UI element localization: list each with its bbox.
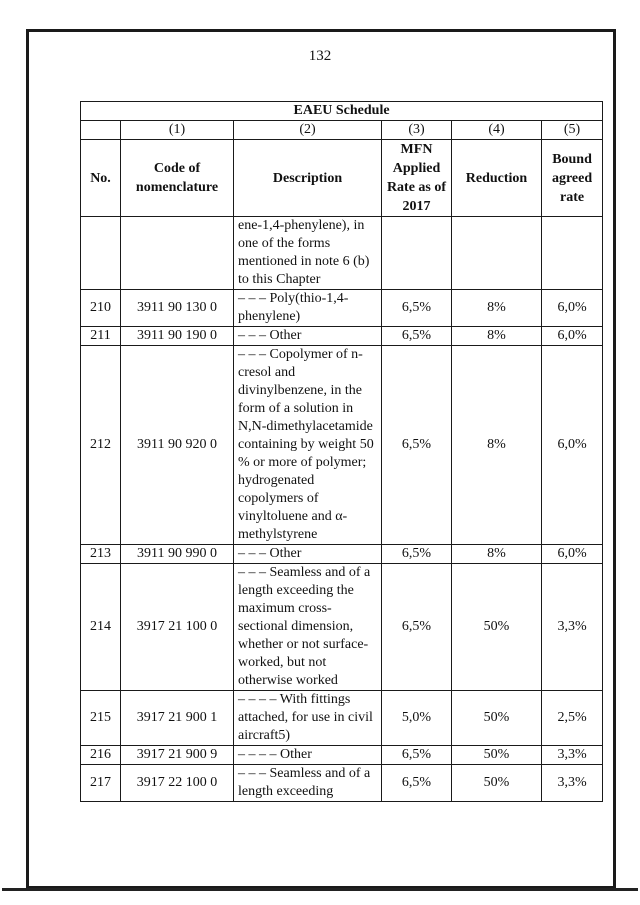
cell-mfn: 6,5%	[382, 346, 452, 545]
cell-no: 217	[81, 765, 121, 802]
column-number: (1)	[121, 121, 234, 140]
cell-reduction: 50%	[452, 765, 542, 802]
table-row	[81, 290, 603, 327]
cell-bound: 6,0%	[542, 346, 603, 545]
cell-mfn: 6,5%	[382, 765, 452, 802]
cell-bound: 6,0%	[542, 290, 603, 327]
header-bound-rate: Bound agreed rate	[542, 140, 603, 217]
cell-bound: 3,3%	[542, 765, 603, 802]
cell-description: ene-1,4-phenylene), in one of the forms mentioned in note 6 (b) to this Chapter	[234, 217, 382, 290]
cell-reduction: 50%	[452, 746, 542, 765]
header-description: Description	[234, 140, 382, 217]
cell-code: 3917 22 100 0	[121, 765, 234, 802]
cell-mfn: 5,0%	[382, 691, 452, 746]
cell-reduction: 50%	[452, 691, 542, 746]
cell-bound	[542, 217, 603, 290]
cell-description: – – – Other	[234, 327, 382, 346]
cell-code: 3917 21 900 9	[121, 746, 234, 765]
column-number: (3)	[382, 121, 452, 140]
column-number: (5)	[542, 121, 603, 140]
cell-code	[121, 217, 234, 290]
table-title: EAEU Schedule	[81, 102, 603, 121]
cell-bound: 6,0%	[542, 327, 603, 346]
cell-reduction: 50%	[452, 564, 542, 691]
cell-no: 214	[81, 564, 121, 691]
cell-no: 216	[81, 746, 121, 765]
table-row	[81, 327, 603, 346]
cell-description: – – – Copolymer of n-cresol and divinylbenzene, in the form of a solution in N,N-dimethylacetamide containing by weight 50 % or more of polymer; hydrogenated copolymers of vinyltoluene and α-methylstyrene	[234, 346, 382, 545]
column-number: (2)	[234, 121, 382, 140]
table-row	[81, 346, 603, 545]
cell-code: 3911 90 190 0	[121, 327, 234, 346]
cell-description: – – – – With fittings attached, for use in civil aircraft5)	[234, 691, 382, 746]
cell-code: 3917 21 100 0	[121, 564, 234, 691]
cell-no: 211	[81, 327, 121, 346]
cell-no: 210	[81, 290, 121, 327]
cell-no: 213	[81, 545, 121, 564]
column-number: (4)	[452, 121, 542, 140]
cell-mfn	[382, 217, 452, 290]
table-row	[81, 765, 603, 802]
cell-description: – – – Seamless and of a length exceeding	[234, 765, 382, 802]
header-reduction: Reduction	[452, 140, 542, 217]
cell-reduction: 8%	[452, 327, 542, 346]
scan-bottom-edge	[2, 888, 638, 891]
cell-reduction: 8%	[452, 290, 542, 327]
column-number-blank	[81, 121, 121, 140]
cell-mfn: 6,5%	[382, 290, 452, 327]
cell-mfn: 6,5%	[382, 564, 452, 691]
cell-code: 3911 90 990 0	[121, 545, 234, 564]
table-row	[81, 545, 603, 564]
cell-reduction	[452, 217, 542, 290]
cell-reduction: 8%	[452, 545, 542, 564]
page-number: 132	[308, 48, 332, 64]
cell-mfn: 6,5%	[382, 545, 452, 564]
cell-no: 215	[81, 691, 121, 746]
header-no: No.	[81, 140, 121, 217]
table-row	[81, 746, 603, 765]
cell-description: – – – Other	[234, 545, 382, 564]
header-mfn-rate: MFN Applied Rate as of 2017	[382, 140, 452, 217]
table-row	[81, 564, 603, 691]
header-code: Code of nomenclature	[121, 140, 234, 217]
table-row	[81, 691, 603, 746]
cell-bound: 2,5%	[542, 691, 603, 746]
cell-code: 3911 90 920 0	[121, 346, 234, 545]
cell-reduction: 8%	[452, 346, 542, 545]
cell-bound: 3,3%	[542, 564, 603, 691]
cell-bound: 6,0%	[542, 545, 603, 564]
cell-code: 3917 21 900 1	[121, 691, 234, 746]
cell-description: – – – – Other	[234, 746, 382, 765]
cell-code: 3911 90 130 0	[121, 290, 234, 327]
table-row	[81, 217, 603, 290]
cell-description: – – – Seamless and of a length exceeding the maximum cross-sectional dimension, whether or not surface-worked, but not otherwise worked	[234, 564, 382, 691]
eaeu-schedule-table	[80, 101, 603, 802]
cell-bound: 3,3%	[542, 746, 603, 765]
cell-mfn: 6,5%	[382, 327, 452, 346]
cell-no	[81, 217, 121, 290]
cell-mfn: 6,5%	[382, 746, 452, 765]
cell-no: 212	[81, 346, 121, 545]
cell-description: – – – Poly(thio-1,4-phenylene)	[234, 290, 382, 327]
